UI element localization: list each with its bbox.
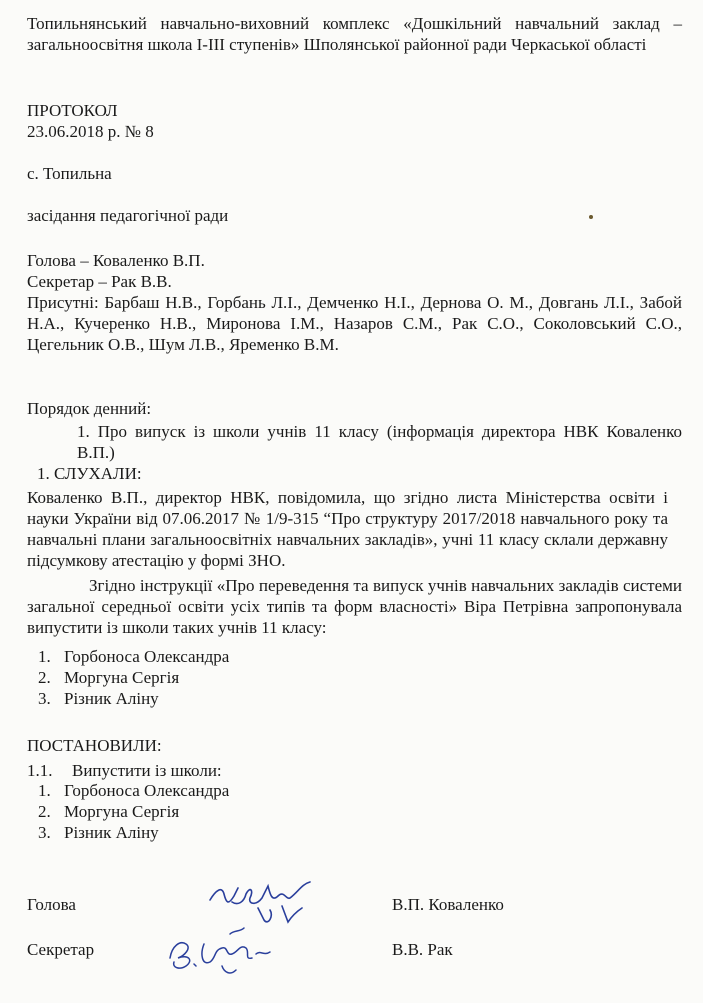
protocol-title: ПРОТОКОЛ — [27, 101, 118, 120]
institution-header: Топильнянський навчально-виховний комплекс «Дошкільний навчальний заклад – загальноосвітня школа І-ІІІ ступенів» Шполянської районної ради Черкаської області — [27, 14, 682, 54]
list-item: 2. Моргуна Сергія — [38, 802, 180, 821]
chair-signature-name: В.П. Коваленко — [392, 895, 504, 914]
secretary-signature-name: В.В. Рак — [392, 940, 453, 959]
list-item: 1. Горбоноса Олександра — [38, 781, 230, 800]
secretary-signature — [160, 914, 290, 984]
scan-speck — [589, 215, 593, 219]
agenda-item: 1. Про випуск із школи учнів 11 класу (інформація директора НВК Коваленко В.П.) — [77, 422, 682, 462]
decision-text: Випустити із школи: — [72, 761, 222, 780]
heard-text: Коваленко В.П., директор НВК, повідомила, що згідно листа Міністерства освіти і науки України від 07.06.2017 № 1/9-315 “Про структуру 2017/2018 навчального року та навчальні плани загальноосвітніх навчальних закладів», учні 11 класу склали державну підсумкову атестацію у формі ЗНО. — [27, 488, 668, 570]
instruction-text: Згідно інструкції «Про переведення та випуск учнів навчальних закладів системи загальної середньої освіти усіх типів та форм власності» Віра Петрівна запропонувала випустити із школи таких учнів 11 класу: — [27, 576, 682, 637]
decision-number: 1.1. — [27, 761, 53, 780]
secretary-line: Секретар – Рак В.В. — [27, 272, 172, 291]
decision-item — [27, 760, 222, 781]
students-list — [38, 646, 229, 709]
protocol-date-number: 23.06.2018 р. № 8 — [27, 122, 154, 141]
present-list: Присутні: Барбаш Н.В., Горбань Л.І., Демченко Н.І., Дернова О. М., Довгань Л.І., Забой Н.А., Кучеренко Н.В., Миронова І.М., Назаров С.М., Рак С.О., Соколовський С.О., Цегельник О.В., Шум Л.В., Яременко В.М. — [27, 293, 682, 354]
chair-line: Голова – Коваленко В.П. — [27, 251, 205, 270]
place: с. Топильна — [27, 164, 112, 183]
list-item: 1. Горбоноса Олександра — [38, 647, 230, 666]
list-item: 3. Різник Аліну — [38, 689, 159, 708]
list-item: 2. Моргуна Сергія — [38, 668, 180, 687]
meeting-type: засідання педагогічної ради — [27, 206, 229, 225]
heard-title: 1. СЛУХАЛИ: — [37, 464, 142, 483]
students-list-decided — [38, 780, 229, 843]
list-item: 3. Різник Аліну — [38, 823, 159, 842]
chair-signature-label: Голова — [27, 895, 76, 914]
agenda-title: Порядок денний: — [27, 399, 152, 418]
secretary-signature-label: Секретар — [27, 940, 95, 959]
decided-title: ПОСТАНОВИЛИ: — [27, 736, 162, 755]
